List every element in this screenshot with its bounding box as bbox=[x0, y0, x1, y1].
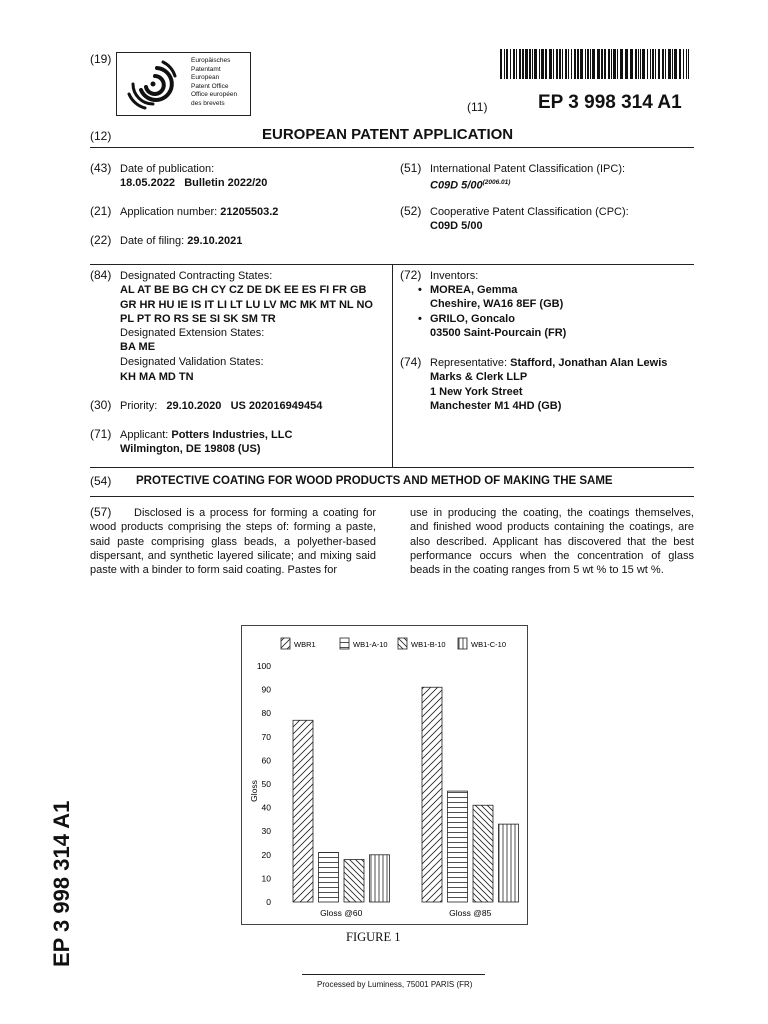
inid-30: (30) bbox=[90, 398, 112, 412]
filing-date bbox=[120, 234, 242, 248]
barcode-bar bbox=[510, 49, 511, 79]
barcode-bar bbox=[611, 49, 612, 79]
filing-date-value: 29.10.2021 bbox=[187, 235, 243, 247]
ipc-version: (2006.01) bbox=[482, 179, 511, 186]
barcode-bar bbox=[617, 49, 618, 79]
barcode-bar bbox=[539, 49, 540, 79]
barcode-bar bbox=[522, 49, 524, 79]
document-type: EUROPEAN PATENT APPLICATION bbox=[262, 126, 514, 143]
legend-label: WB1-B-10 bbox=[411, 640, 446, 649]
barcode-bar bbox=[541, 49, 544, 79]
inid-12: (12) bbox=[90, 129, 112, 143]
barcode-bar bbox=[640, 49, 641, 79]
barcode-bar bbox=[519, 49, 521, 79]
inventor-address: Cheshire, WA16 8EF (GB) bbox=[430, 298, 564, 310]
footer-text: Processed by Luminess, 75001 PARIS (FR) bbox=[317, 980, 473, 989]
barcode-bar bbox=[672, 49, 673, 79]
barcode-bar bbox=[534, 49, 537, 79]
barcode-bar bbox=[668, 49, 671, 79]
barcode-bar bbox=[688, 49, 689, 79]
title-divider-top bbox=[90, 467, 694, 468]
barcode-bar bbox=[556, 49, 558, 79]
ipc-code: C09D 5/00 bbox=[430, 179, 483, 192]
representative-address bbox=[430, 370, 561, 414]
barcode-bar bbox=[549, 49, 552, 79]
application-number-value: 21205503.2 bbox=[220, 206, 279, 218]
barcode-bar bbox=[574, 49, 576, 79]
inid-84: (84) bbox=[90, 268, 112, 282]
inid-54: (54) bbox=[90, 474, 112, 488]
figure-caption: FIGURE 1 bbox=[346, 930, 401, 944]
representative-name: Stafford, Jonathan Alan Lewis bbox=[510, 357, 668, 369]
inventor-name: • GRILO, Goncalo bbox=[430, 312, 515, 326]
representative bbox=[430, 356, 667, 370]
gloss-bar-chart bbox=[241, 625, 528, 925]
states-line: AL AT BE BG CH CY CZ DE DK EE ES FI FR GB bbox=[120, 284, 367, 296]
legend-label: WB1-A-10 bbox=[353, 640, 388, 649]
barcode-bar bbox=[559, 49, 561, 79]
barcode-bar bbox=[565, 49, 567, 79]
applicant-address: Wilmington, DE 19808 (US) bbox=[120, 443, 261, 455]
cpc-label: Cooperative Patent Classification (CPC): bbox=[430, 206, 629, 218]
y-tick-label: 0 bbox=[266, 897, 271, 907]
inventor-address: 03500 Saint-Pourcain (FR) bbox=[430, 327, 567, 339]
inid-21: (21) bbox=[90, 204, 112, 218]
abstract-column-2: use in producing the coating, the coatings themselves, and finished wood products containing the coatings, are also described. Applicant has discovered that the best performance occurs when the concentration of glass beads in the coating ranges from 5 wt % to 15 wt %. bbox=[410, 507, 694, 577]
bar bbox=[499, 824, 519, 902]
inid-72: (72) bbox=[400, 268, 422, 282]
extension-states-value: BA ME bbox=[120, 341, 156, 353]
bar bbox=[422, 687, 442, 902]
abstract-column-1: Disclosed is a process for forming a coating for wood products comprising the steps of: forming a paste, said paste comprising glass beads, a polyether-based dispersant, and synthetic layered silicate; and mixing said paste with a binder to form said coating. Pastes for bbox=[90, 507, 376, 577]
barcode-bar bbox=[585, 49, 586, 79]
office-line: European bbox=[191, 74, 220, 81]
office-line: Patent Office bbox=[191, 82, 229, 90]
representative-line: 1 New York Street bbox=[430, 385, 523, 398]
y-tick-label: 40 bbox=[261, 802, 271, 813]
inid-71: (71) bbox=[90, 427, 112, 441]
invention-title: PROTECTIVE COATING FOR WOOD PRODUCTS AND METHOD OF MAKING THE SAME bbox=[136, 475, 613, 487]
y-tick-label: 80 bbox=[261, 708, 271, 719]
inid-51: (51) bbox=[400, 161, 422, 175]
barcode-bar bbox=[613, 49, 616, 79]
header-divider bbox=[90, 147, 694, 148]
barcode-bar bbox=[674, 49, 677, 79]
barcode-bar bbox=[513, 49, 515, 79]
y-tick-label: 70 bbox=[261, 731, 271, 742]
inventor-name: • MOREA, Gemma bbox=[430, 283, 517, 297]
inid-22: (22) bbox=[90, 233, 112, 247]
legend-swatch bbox=[458, 638, 467, 649]
barcode bbox=[500, 49, 692, 79]
states-line: GR HR HU IE IS IT LI LT LU LV MC MK MT NL NO bbox=[120, 298, 373, 311]
ipc-label: International Patent Classification (IPC): bbox=[430, 163, 626, 175]
epo-logo bbox=[116, 52, 251, 116]
representative-line: Manchester M1 4HD (GB) bbox=[430, 400, 562, 412]
bar bbox=[344, 860, 364, 902]
inid-11: (11) bbox=[467, 100, 488, 114]
barcode-bar bbox=[638, 49, 639, 79]
legend-label: WB1-C-10 bbox=[471, 640, 507, 649]
barcode-bar bbox=[500, 49, 502, 79]
side-publication-number: EP 3 998 314 A1 bbox=[49, 800, 74, 967]
barcode-bar bbox=[516, 49, 517, 79]
barcode-bar bbox=[577, 49, 579, 79]
column-divider bbox=[392, 264, 393, 467]
office-line: Europäisches bbox=[191, 57, 231, 64]
barcode-bar bbox=[587, 49, 589, 79]
inid-74: (74) bbox=[400, 355, 422, 369]
x-category-label: Gloss @85 bbox=[449, 908, 492, 918]
barcode-bar bbox=[604, 49, 606, 79]
legend-label: WBR1 bbox=[294, 640, 316, 649]
office-line: Office européen bbox=[191, 91, 238, 98]
validation-states-label: Designated Validation States: bbox=[120, 356, 264, 368]
applicant-name: Potters Industries, LLC bbox=[171, 429, 293, 441]
office-names bbox=[191, 57, 237, 108]
ipc-value bbox=[430, 176, 510, 193]
barcode-bar bbox=[625, 49, 628, 79]
representative-label: Representative: bbox=[430, 357, 508, 369]
y-tick-label: 10 bbox=[261, 873, 271, 884]
barcode-bar bbox=[562, 49, 563, 79]
states-line: PL PT RO RS SE SI SK SM TR bbox=[120, 313, 276, 325]
barcode-bar bbox=[545, 49, 547, 79]
barcode-bar bbox=[529, 49, 531, 79]
epo-logo-icon bbox=[123, 54, 183, 114]
publication-date-label: Date of publication: bbox=[120, 163, 215, 175]
barcode-bar bbox=[642, 49, 645, 79]
inid-52: (52) bbox=[400, 204, 422, 218]
barcode-bar bbox=[506, 49, 508, 79]
barcode-bar bbox=[571, 49, 572, 79]
barcode-bar bbox=[652, 49, 654, 79]
barcode-bar bbox=[650, 49, 651, 79]
bar bbox=[370, 855, 390, 902]
barcode-bar bbox=[532, 49, 533, 79]
representative-line: Marks & Clerk LLP bbox=[430, 371, 528, 383]
barcode-bar bbox=[504, 49, 505, 79]
validation-states-value: KH MA MD TN bbox=[120, 371, 194, 383]
barcode-bar bbox=[655, 49, 656, 79]
priority bbox=[120, 399, 322, 413]
footer-divider bbox=[302, 974, 485, 975]
barcode-bar bbox=[635, 49, 637, 79]
inventors-label: Inventors: bbox=[430, 270, 479, 282]
office-line: Patentamt bbox=[191, 65, 221, 73]
y-tick-label: 90 bbox=[261, 684, 271, 695]
bar bbox=[448, 791, 468, 902]
barcode-bar bbox=[679, 49, 681, 79]
application-number-label: Application number: bbox=[120, 206, 218, 218]
bar bbox=[319, 852, 339, 902]
bar bbox=[293, 720, 313, 902]
barcode-bar bbox=[597, 49, 600, 79]
priority-value: 29.10.2020 US 202016949454 bbox=[166, 400, 323, 412]
barcode-bar bbox=[683, 49, 684, 79]
cpc-value: C09D 5/00 bbox=[430, 220, 483, 232]
barcode-bar bbox=[686, 49, 687, 79]
barcode-bar bbox=[601, 49, 603, 79]
legend-swatch bbox=[340, 638, 349, 649]
y-tick-label: 50 bbox=[261, 779, 271, 789]
legend-swatch bbox=[398, 638, 407, 649]
bar bbox=[473, 805, 493, 902]
barcode-bar bbox=[620, 49, 623, 79]
filing-date-label: Date of filing: bbox=[120, 235, 185, 247]
y-tick-label: 30 bbox=[261, 826, 271, 837]
barcode-bar bbox=[608, 49, 610, 79]
inid-19: (19) bbox=[90, 52, 112, 66]
office-line: des brevets bbox=[191, 99, 225, 107]
barcode-bar bbox=[568, 49, 569, 79]
barcode-bar bbox=[665, 49, 666, 79]
x-category-label: Gloss @60 bbox=[320, 908, 363, 918]
y-tick-label: 20 bbox=[261, 849, 271, 860]
inid-43: (43) bbox=[90, 161, 112, 175]
y-axis-title: Gloss bbox=[249, 780, 259, 802]
applicant-label: Applicant: bbox=[120, 429, 169, 441]
publication-date-value: 18.05.2022 Bulletin 2022/20 bbox=[120, 177, 268, 189]
applicant bbox=[120, 428, 292, 442]
barcode-bar bbox=[580, 49, 583, 79]
legend-swatch bbox=[281, 638, 290, 649]
extension-states-label: Designated Extension States: bbox=[120, 327, 265, 339]
barcode-bar bbox=[525, 49, 528, 79]
contracting-states-label: Designated Contracting States: bbox=[120, 270, 273, 282]
barcode-bar bbox=[662, 49, 664, 79]
application-number bbox=[120, 205, 278, 219]
title-divider-bottom bbox=[90, 496, 694, 497]
inid-57: (57) bbox=[90, 505, 112, 519]
barcode-bar bbox=[553, 49, 554, 79]
barcode-bar bbox=[590, 49, 591, 79]
barcode-bar bbox=[647, 49, 648, 79]
priority-label: Priority: bbox=[120, 400, 158, 412]
barcode-bar bbox=[630, 49, 633, 79]
barcode-bar bbox=[592, 49, 595, 79]
y-tick-label: 100 bbox=[256, 661, 271, 671]
contracting-states bbox=[120, 283, 373, 327]
barcode-bar bbox=[658, 49, 660, 79]
publication-number: EP 3 998 314 A1 bbox=[538, 92, 682, 113]
y-tick-label: 60 bbox=[261, 755, 271, 766]
